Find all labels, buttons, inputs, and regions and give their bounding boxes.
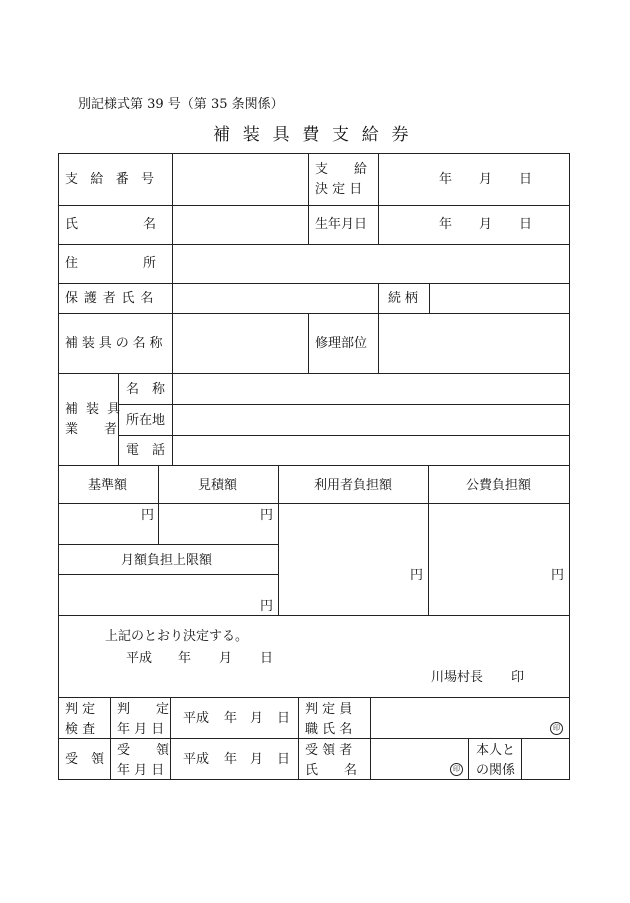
decision-hi: 日 xyxy=(260,651,274,666)
label-hogosha: 保護者氏名 xyxy=(65,291,160,306)
label-juryo-ymd-line1: 受 領 xyxy=(117,743,170,758)
label-shozaichi: 所在地 xyxy=(126,413,166,428)
decision-nen: 年 xyxy=(178,651,192,666)
label-hantei-line1: 判 定 xyxy=(65,702,96,717)
hantei-heisei: 平成 xyxy=(183,711,210,726)
field-shimei[interactable] xyxy=(173,206,307,243)
juryo-seal-mark: 印 xyxy=(450,763,463,776)
label-shikyu-line1: 支 給 xyxy=(315,162,368,177)
seinen-nen: 年 xyxy=(439,217,453,232)
label-shikyu-line2: 決 定 日 xyxy=(315,182,363,197)
label-juryosha-line1: 受 領 者 xyxy=(305,743,353,758)
kohi-futan-yen: 円 xyxy=(551,568,565,583)
label-hantei-in-line1: 判 定 員 xyxy=(305,702,353,717)
field-zokugara[interactable] xyxy=(430,284,568,312)
label-meisho: 名 称 xyxy=(126,382,166,397)
decision-signer: 川場村長 xyxy=(431,670,484,685)
shikyu-hi: 日 xyxy=(519,172,533,187)
field-shikyu-bango[interactable] xyxy=(173,154,307,204)
riyosha-futan-yen: 円 xyxy=(410,568,424,583)
label-hantei-line2: 検 査 xyxy=(65,722,96,737)
form-title: 補装具費支給券 xyxy=(213,125,422,145)
shikyu-tsuki: 月 xyxy=(479,172,493,187)
juryo-tsuki: 月 xyxy=(250,752,264,767)
decision-tsuki: 月 xyxy=(219,651,233,666)
field-gyosha-shozaichi[interactable] xyxy=(173,405,568,434)
label-hantei-in-line2: 職 氏 名 xyxy=(305,722,353,737)
field-hantei-in[interactable] xyxy=(371,698,568,737)
juryo-heisei: 平成 xyxy=(183,752,210,767)
label-juryo-ymd-line2: 年 月 日 xyxy=(117,763,165,778)
label-hantei-ymd-line1: 判 定 xyxy=(117,702,170,717)
label-zokugara: 続柄 xyxy=(388,291,422,306)
shikyu-nen: 年 xyxy=(439,172,453,187)
label-shuri-bui: 修理部位 xyxy=(315,336,368,351)
label-jusho: 住 所 xyxy=(65,256,157,271)
label-juryo: 受 領 xyxy=(65,752,105,767)
field-gyosha-meisho[interactable] xyxy=(173,374,568,403)
mitsumorigaku-yen: 円 xyxy=(260,508,274,523)
juryo-hi: 日 xyxy=(277,752,291,767)
juryo-nen: 年 xyxy=(224,752,238,767)
label-kankei-line1: 本人と xyxy=(476,743,516,758)
field-hogosha[interactable] xyxy=(173,284,377,312)
hantei-seal-mark: 印 xyxy=(550,722,563,735)
label-seinengappi: 生年月日 xyxy=(315,217,368,232)
field-jusho[interactable] xyxy=(173,245,568,282)
field-gyosha-denwa[interactable] xyxy=(173,436,568,464)
label-gekkan-jogen: 月額負担上限額 xyxy=(121,553,213,568)
field-hosogu-meisho[interactable] xyxy=(173,314,307,372)
label-kijungaku: 基準額 xyxy=(88,478,128,493)
label-hantei-ymd-line2: 年 月 日 xyxy=(117,722,165,737)
label-gyosha-line2: 業 者 xyxy=(65,422,118,437)
label-kankei-line2: の関係 xyxy=(476,763,516,778)
label-gyosha-line1: 補 装 具 xyxy=(65,402,123,417)
label-denwa: 電 話 xyxy=(126,443,166,458)
hantei-hi: 日 xyxy=(277,711,291,726)
seinen-tsuki: 月 xyxy=(479,217,493,232)
label-mitsumorigaku: 見積額 xyxy=(198,478,238,493)
label-juryosha-line2: 氏 名 xyxy=(305,763,358,778)
seinen-hi: 日 xyxy=(519,217,533,232)
label-riyosha-futan: 利用者負担額 xyxy=(314,478,393,493)
hantei-tsuki: 月 xyxy=(250,711,264,726)
field-kankei[interactable] xyxy=(522,739,568,778)
label-hosogu-meisho: 補装具の名称 xyxy=(65,336,167,351)
gekkan-jogen-yen: 円 xyxy=(260,599,274,614)
hantei-nen: 年 xyxy=(224,711,238,726)
form-reference: 別記様式第 39 号（第 35 条関係） xyxy=(78,97,284,112)
label-kohi-futan: 公費負担額 xyxy=(466,478,532,493)
field-shuri-bui[interactable] xyxy=(379,314,568,372)
kijungaku-yen: 円 xyxy=(141,508,155,523)
label-shimei: 氏 名 xyxy=(65,217,157,232)
decision-statement: 上記のとおり決定する。 xyxy=(105,629,249,644)
decision-heisei: 平成 xyxy=(126,651,153,666)
label-shikyu-bango: 支給番号 xyxy=(65,172,167,187)
decision-seal: 印 xyxy=(511,670,525,685)
